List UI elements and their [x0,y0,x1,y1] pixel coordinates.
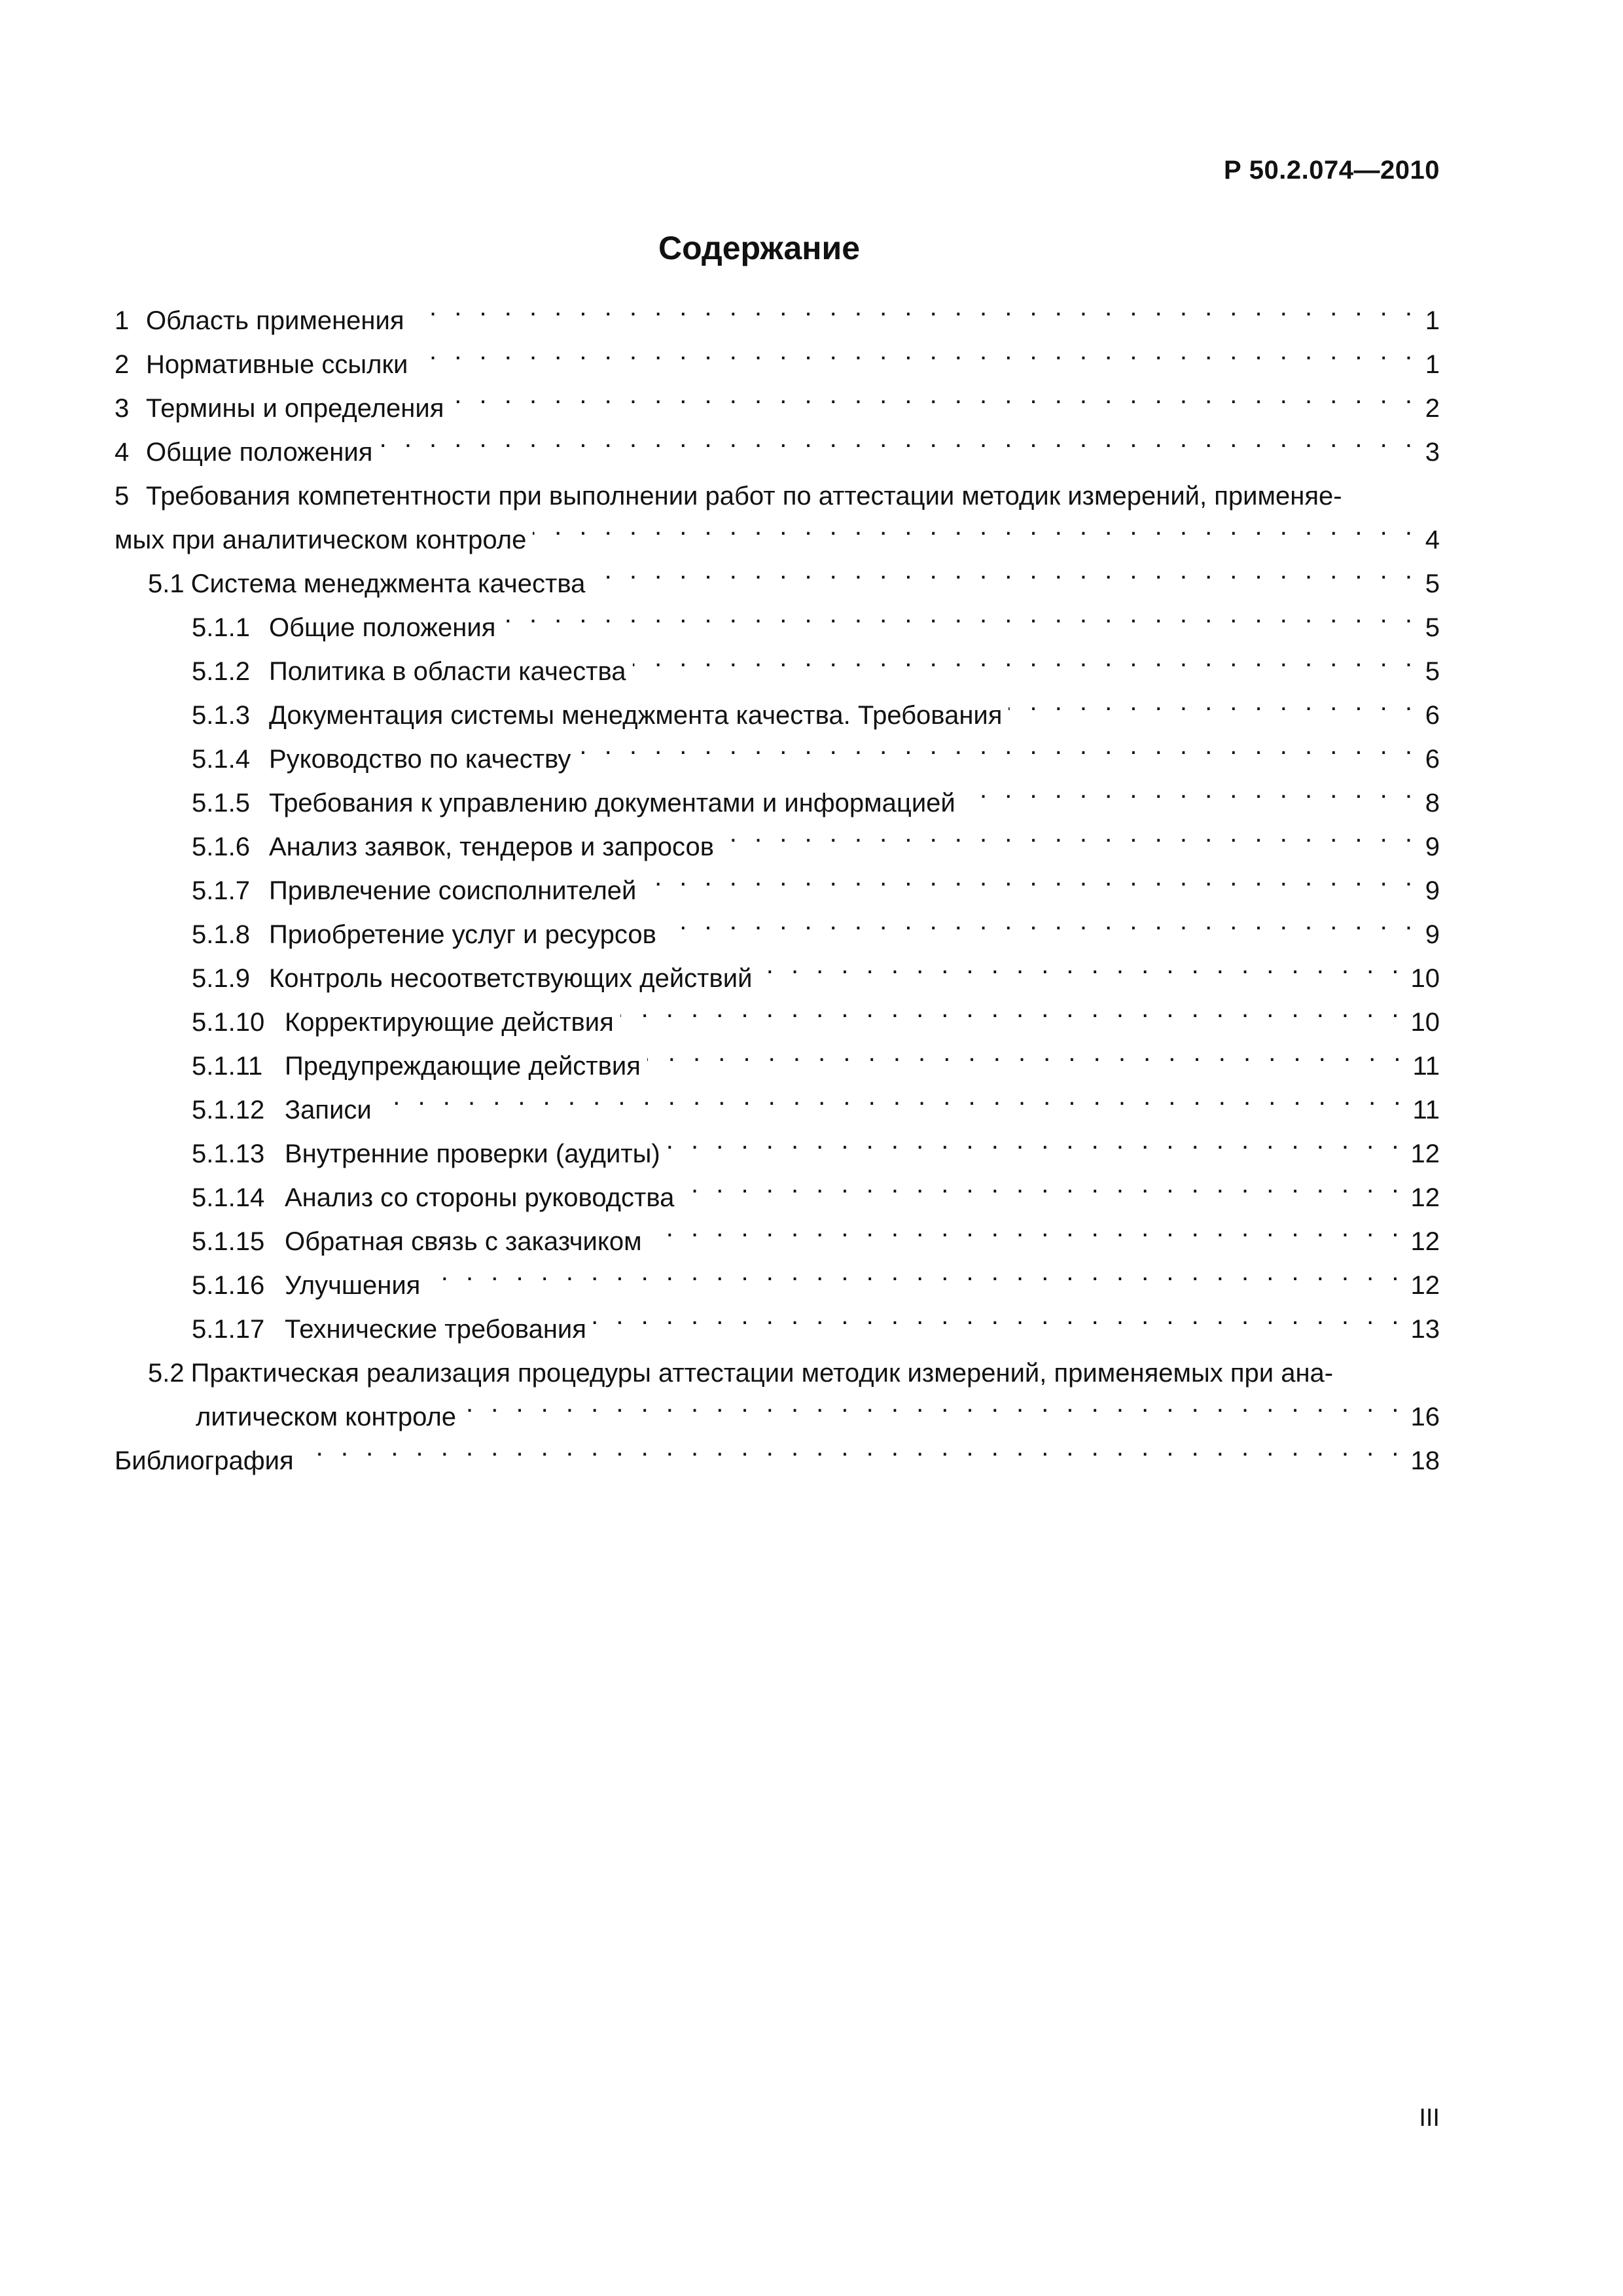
toc-entry[interactable] [115,431,1440,475]
toc-entry-page: 5 [1425,569,1440,598]
toc-entry-number: 5.1.9 [192,964,250,993]
toc-entry-title: Записи [285,1096,372,1124]
dot-leader [647,1049,1406,1075]
toc-entry-title-continuation: мых при аналитическом контроле [115,526,527,554]
toc-entry-number: 5.1.12 [192,1096,265,1124]
toc-entry[interactable] [115,957,1440,1001]
toc-entry-title: Технические требования [285,1315,586,1344]
toc-entry-page: 6 [1425,701,1440,730]
toc-entry-number: 5.1.10 [192,1008,265,1037]
toc-entry-title: Обратная связь с заказчиком [285,1227,642,1256]
toc-entry-number: 5.1.14 [192,1183,265,1212]
toc-entry-title: Контроль несоответствующих действий [269,964,753,993]
toc-entry[interactable] [115,562,1440,606]
document-code: Р 50.2.074—2010 [1224,156,1440,185]
toc-entry-continuation[interactable] [115,518,1440,562]
toc-entry-title: Документация системы менеджмента качества. Требования [269,701,1003,730]
toc-entry[interactable] [115,1132,1440,1176]
toc-entry-number: 5 [115,482,130,511]
dot-leader [758,961,1404,987]
toc-entry-number: 5.1.4 [192,745,250,774]
dot-leader [649,1224,1404,1250]
toc-entry-page: 10 [1410,1008,1440,1037]
dot-leader [577,742,1418,768]
dot-leader [721,829,1418,855]
toc-entry-number: 5.1.8 [192,920,250,949]
dot-leader [643,873,1418,899]
toc-entry-title: Предупреждающие действия [285,1052,641,1081]
toc-entry-title: Термины и определения [146,394,444,423]
toc-entry[interactable] [115,825,1440,869]
table-of-contents [115,299,1440,1483]
toc-entry-title: Анализ заявок, тендеров и запросов [269,833,714,861]
toc-entry-page: 9 [1425,876,1440,905]
toc-entry[interactable] [115,738,1440,781]
toc-entry[interactable] [115,475,1440,518]
toc-entry-number: 5.1.2 [192,657,250,686]
toc-entry-number: 2 [115,350,130,379]
toc-entry[interactable] [115,1220,1440,1264]
dot-leader [379,435,1418,461]
dot-leader [667,1136,1404,1162]
toc-entry-title: Библиография [115,1446,294,1475]
toc-entry-page: 18 [1410,1446,1440,1475]
toc-entry-title: Улучшения [285,1271,421,1300]
toc-entry[interactable] [115,781,1440,825]
dot-leader [663,917,1418,943]
dot-leader [502,610,1418,636]
toc-entry[interactable] [115,299,1440,343]
toc-entry[interactable] [115,387,1440,431]
toc-entry-number: 5.1.1 [192,613,250,642]
toc-title: Содержание [658,230,861,266]
toc-entry-title: Анализ со стороны руководства [285,1183,675,1212]
dot-leader [463,1399,1404,1426]
toc-entry-number: 5.1.13 [192,1139,265,1168]
toc-entry-page: 10 [1410,964,1440,993]
dot-leader [450,391,1418,417]
toc-entry-page: 1 [1425,306,1440,335]
toc-entry-page: 3 [1425,438,1440,467]
dot-leader [633,654,1418,680]
dot-leader [411,303,1418,329]
toc-entry-title: Руководство по качеству [269,745,571,774]
toc-entry-page: 12 [1410,1227,1440,1256]
toc-entry[interactable] [115,1001,1440,1045]
toc-entry-number: 5.1.16 [192,1271,265,1300]
dot-leader [533,522,1418,548]
toc-entry[interactable] [115,1352,1440,1395]
dot-leader [378,1092,1406,1119]
toc-entry-number: 5.1 [148,569,185,598]
toc-entry-title: Область применения [146,306,404,335]
toc-entry-title: Требования компетентности при выполнении работ по аттестации методик измерений, применяе- [146,482,1342,511]
toc-entry-bibliography[interactable] [115,1439,1440,1483]
toc-entry[interactable] [115,1264,1440,1308]
toc-entry-number: 5.1.7 [192,876,250,905]
toc-entry-number: 5.1.3 [192,701,250,730]
page-number: III [1419,2104,1440,2132]
toc-entry-number: 5.1.15 [192,1227,265,1256]
toc-entry-title: Нормативные ссылки [146,350,408,379]
toc-entry-title: Система менеджмента качества [190,569,586,598]
toc-entry-number: 4 [115,438,130,467]
toc-entry-page: 5 [1425,613,1440,642]
toc-entry-number: 5.1.11 [192,1052,263,1081]
toc-entry-title: Корректирующие действия [285,1008,614,1037]
toc-entry-number: 1 [115,306,130,335]
toc-entry-page: 2 [1425,394,1440,423]
dot-leader [620,1005,1404,1031]
dot-leader [962,785,1418,812]
toc-entry-title: Приобретение услуг и ресурсов [269,920,656,949]
toc-entry-page: 16 [1410,1403,1440,1431]
toc-entry-title: Практическая реализация процедуры аттестации методик измерений, применяемых при ана- [190,1359,1334,1388]
toc-entry-continuation[interactable] [115,1395,1440,1439]
toc-entry-page: 1 [1425,350,1440,379]
toc-entry-page: 12 [1410,1271,1440,1300]
toc-entry-title: Общие положения [146,438,373,467]
toc-entry-page: 13 [1410,1315,1440,1344]
toc-entry-page: 11 [1412,1052,1440,1081]
dot-leader [592,566,1418,592]
toc-entry[interactable] [115,343,1440,387]
toc-entry-page: 4 [1425,526,1440,554]
toc-entry-page: 5 [1425,657,1440,686]
toc-entry[interactable] [115,913,1440,957]
dot-leader [1008,698,1418,724]
toc-entry-title-continuation: литическом контроле [196,1403,457,1431]
dot-leader [593,1312,1404,1338]
toc-entry[interactable] [115,1308,1440,1352]
toc-entry-title: Общие положения [269,613,496,642]
toc-entry-page: 12 [1410,1183,1440,1212]
toc-entry[interactable] [115,650,1440,694]
toc-entry[interactable] [115,1088,1440,1132]
toc-entry-page: 8 [1425,789,1440,817]
toc-entry-page: 9 [1425,833,1440,861]
dot-leader [427,1268,1404,1294]
toc-entry-number: 5.1.17 [192,1315,265,1344]
toc-entry-page: 12 [1410,1139,1440,1168]
toc-entry-title: Политика в области качества [269,657,626,686]
toc-entry-number: 5.1.5 [192,789,250,817]
dot-leader [300,1443,1404,1469]
toc-entry[interactable] [115,1176,1440,1220]
toc-entry[interactable] [115,606,1440,650]
toc-entry-page: 11 [1412,1096,1440,1124]
dot-leader [681,1180,1404,1206]
toc-entry-page: 9 [1425,920,1440,949]
toc-entry-title: Требования к управлению документами и информацией [269,789,955,817]
toc-entry[interactable] [115,869,1440,913]
toc-entry-number: 5.1.6 [192,833,250,861]
dot-leader [414,347,1418,373]
toc-entry-title: Привлечение соисполнителей [269,876,637,905]
toc-entry-number: 5.2 [148,1359,185,1388]
toc-entry-number: 3 [115,394,130,423]
toc-entry-title: Внутренние проверки (аудиты) [285,1139,660,1168]
toc-entry[interactable] [115,1045,1440,1088]
toc-entry-page: 6 [1425,745,1440,774]
toc-entry[interactable] [115,694,1440,738]
